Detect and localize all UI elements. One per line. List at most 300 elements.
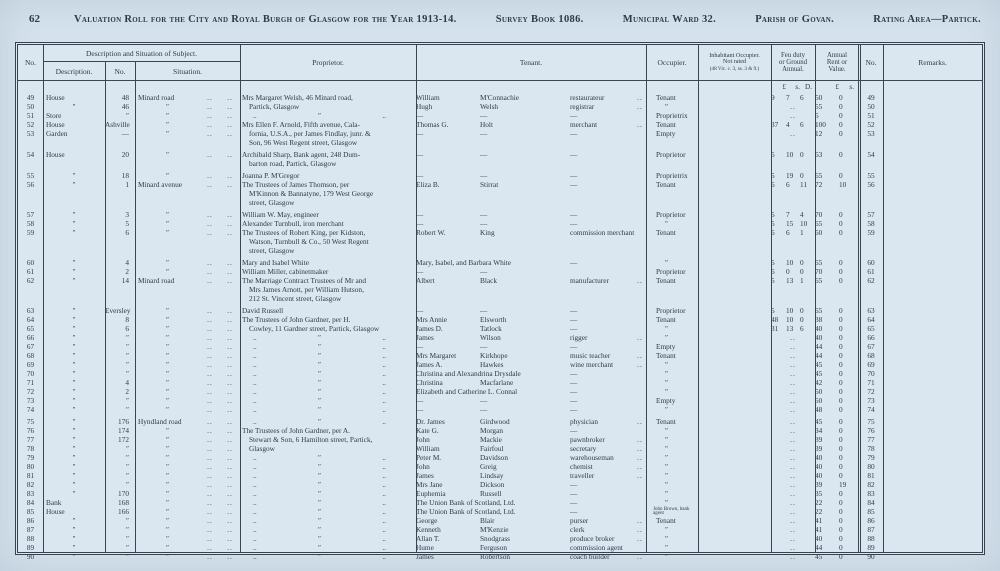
cell-tenant [416, 369, 646, 378]
rent-pounds: 22 [815, 507, 823, 516]
cell-house-no: ″ [125, 525, 129, 534]
cell-no-right [859, 294, 883, 303]
rent-shillings: 0 [839, 405, 843, 414]
situation-text: ″ [165, 405, 170, 414]
tenant-forename: James D. [416, 324, 443, 333]
ditto-dots: .. [382, 351, 386, 360]
tenant-forename [416, 294, 480, 303]
leader-dots [634, 294, 646, 303]
cell-tenant [416, 480, 646, 489]
cell-no: 86 [26, 516, 35, 525]
cell-remarks [883, 171, 982, 180]
tenant-forename: Robert W. [416, 228, 446, 237]
cell-feu-duty: .. [790, 489, 796, 498]
tenant-occupation: — [570, 180, 578, 189]
situation-text [135, 189, 200, 198]
leader-dots: .. [227, 480, 233, 489]
rent-pounds: 65 [815, 171, 823, 180]
leader-dots: .. [227, 534, 233, 543]
cell-inhabitant-occupier [698, 480, 771, 489]
leader-dots: .. [227, 435, 233, 444]
tenant-surname: Lindsay [480, 471, 504, 480]
cell-no-right: 80 [867, 462, 875, 471]
leader-dots [634, 198, 646, 207]
leader-dots: .. [227, 453, 233, 462]
rent-pounds: 44 [815, 543, 823, 552]
ditto-dots: .. [253, 516, 257, 525]
tenant-occupation: — [570, 171, 578, 180]
cell-feu-duty: .. [790, 360, 796, 369]
ditto-mark: ″ [317, 462, 322, 471]
ditto-mark: ″ [317, 507, 322, 516]
table-body [18, 92, 982, 561]
cell-description: ″ [72, 342, 76, 351]
ditto-dots: .. [253, 333, 257, 342]
cell-house-no: ″ [125, 360, 129, 369]
cell-annual-rent [815, 138, 859, 147]
cell-tenant [416, 180, 646, 189]
leader-dots [634, 237, 646, 246]
cell-no: 63 [26, 306, 35, 315]
cell-annual-rent [815, 387, 859, 396]
tenant-surname: Greig [480, 462, 497, 471]
leader-dots [634, 246, 646, 255]
cell-feu-duty: .. [790, 342, 796, 351]
feu-pence: 6 [800, 93, 804, 102]
situation-text: ″ [165, 267, 170, 276]
cell-house-no: 2 [125, 387, 129, 396]
leader-dots: .. [227, 267, 233, 276]
cell-remarks [883, 138, 982, 147]
cell-annual-rent [815, 453, 859, 462]
rent-pounds: 5 [815, 111, 819, 120]
tenant-surname: Kirkhope [480, 351, 508, 360]
cell-no-right: 65 [867, 324, 875, 333]
column-header-no-left: No. [24, 57, 37, 67]
tenant-forename: — [416, 396, 424, 405]
feu-pence: 1 [800, 276, 804, 285]
cell-no-right: 82 [867, 480, 875, 489]
tenant-occupation: commission merchant [570, 228, 635, 237]
cell-tenant [416, 210, 646, 219]
cell-no-right [859, 198, 883, 207]
cell-no: 68 [26, 351, 35, 360]
cell-tenant [416, 93, 646, 102]
ditto-dots: .. [253, 462, 257, 471]
cell-annual-rent [815, 189, 859, 198]
cell-inhabitant-occupier [698, 138, 771, 147]
cell-annual-rent [815, 120, 859, 129]
tenant-occupation: clerk [570, 525, 585, 534]
rent-pounds: 34 [815, 426, 823, 435]
cell-no: 78 [26, 444, 35, 453]
cell-occupier: ″ [665, 462, 669, 471]
cell-proprietor [240, 516, 416, 525]
ditto-dots: .. [382, 543, 386, 552]
cell-remarks [883, 246, 982, 255]
cell-feu-duty [771, 138, 815, 147]
feu-pounds: 6 [771, 180, 775, 189]
tenant-surname [480, 237, 570, 246]
cell-description: House [46, 150, 65, 159]
leader-dots: .. [207, 471, 213, 480]
cell-no: 52 [26, 120, 35, 129]
valuation-table [15, 42, 985, 561]
table-row [18, 333, 982, 342]
situation-text: ″ [165, 315, 170, 324]
feu-shillings: 10 [786, 150, 794, 159]
cell-proprietor [240, 498, 416, 507]
cell-no: 90 [26, 552, 35, 561]
table-row [18, 219, 982, 228]
cell-tenant [416, 453, 646, 462]
column-header-tenant: Tenant. [519, 57, 543, 67]
cell-feu-duty: .. [790, 396, 796, 405]
cell-house-no: 170 [118, 489, 129, 498]
cell-situation [135, 315, 240, 324]
leader-dots: .. [207, 378, 213, 387]
cell-remarks [883, 120, 982, 129]
tenant-forename: James A. [416, 360, 443, 369]
cell-tenant [416, 159, 646, 168]
cell-inhabitant-occupier [698, 189, 771, 198]
cell-inhabitant-occupier [698, 324, 771, 333]
leader-dots: .. [207, 129, 213, 138]
cell-remarks [883, 498, 982, 507]
cell-remarks [883, 294, 982, 303]
rent-pounds: 65 [815, 219, 823, 228]
feu-pence: 0 [800, 171, 804, 180]
cell-no-right: 59 [867, 228, 875, 237]
ditto-dots: .. [253, 360, 257, 369]
rent-shillings: 0 [839, 498, 843, 507]
cell-house-no: ″ [125, 516, 129, 525]
leader-dots: .. [227, 102, 233, 111]
ditto-dots: .. [382, 507, 386, 516]
cell-tenant [416, 552, 646, 561]
cell-situation [135, 120, 240, 129]
title-segment-parish: Parish of Govan. [755, 13, 835, 25]
cell-proprietor: Glasgow [249, 444, 275, 453]
cell-description: ″ [72, 219, 76, 228]
cell-occupier: Proprietor [656, 210, 686, 219]
cell-house-no: 168 [118, 498, 129, 507]
cell-description: ″ [72, 552, 76, 561]
leader-dots: .. [637, 102, 643, 111]
cell-remarks [883, 396, 982, 405]
feu-shillings: 0 [786, 267, 790, 276]
table-row [18, 324, 982, 333]
cell-tenant [416, 171, 646, 180]
leader-dots: .. [637, 417, 643, 426]
cell-remarks [883, 507, 982, 516]
leader-dots: .. [637, 351, 643, 360]
cell-occupier: ″ [665, 219, 669, 228]
cell-situation [135, 453, 240, 462]
cell-occupier [646, 285, 698, 294]
feu-shillings: 10 [786, 306, 794, 315]
cell-inhabitant-occupier [698, 396, 771, 405]
feu-pence: 0 [800, 150, 804, 159]
cell-no [18, 285, 43, 294]
table-row [18, 369, 982, 378]
situation-text: ″ [165, 453, 170, 462]
rent-pounds: 44 [815, 342, 823, 351]
cell-remarks [883, 228, 982, 237]
cell-inhabitant-occupier [698, 198, 771, 207]
cell-feu-duty [771, 228, 815, 237]
leader-dots: .. [207, 324, 213, 333]
leader-dots: .. [227, 324, 233, 333]
ditto-dots: .. [253, 552, 257, 561]
situation-text: ″ [165, 525, 170, 534]
tenant-forename: James [416, 333, 434, 342]
cell-description: ″ [72, 210, 76, 219]
cell-remarks [883, 258, 982, 267]
cell-feu-duty [771, 276, 815, 285]
leader-dots: .. [207, 552, 213, 561]
leader-dots: .. [227, 471, 233, 480]
cell-situation [135, 171, 240, 180]
cell-no: 70 [26, 369, 35, 378]
tenant-occupation: — [570, 396, 578, 405]
tenant-surname: Robertson [480, 552, 510, 561]
situation-text: Minard avenue [138, 180, 182, 189]
ditto-dots: .. [382, 552, 386, 561]
cell-annual-rent [815, 435, 859, 444]
table-row [18, 120, 982, 129]
cell-tenant [416, 525, 646, 534]
tenant-surname: Mackie [480, 435, 502, 444]
cell-house-no [105, 237, 135, 246]
ditto-dots: .. [253, 417, 257, 426]
cell-description [43, 198, 105, 207]
ditto-dots: .. [253, 453, 257, 462]
table-row [18, 159, 982, 168]
tenant-surname: M'Connachie [480, 93, 520, 102]
cell-occupier [646, 138, 698, 147]
cell-situation [135, 516, 240, 525]
tenant-occupation [570, 198, 634, 207]
table-row [18, 129, 982, 138]
cell-tenant [416, 543, 646, 552]
cell-inhabitant-occupier [698, 237, 771, 246]
tenant-occupation: — [570, 426, 578, 435]
rent-pounds: 50 [815, 93, 823, 102]
situation-text: ″ [165, 498, 170, 507]
leader-dots [634, 228, 646, 237]
tenant-surname: — [480, 150, 488, 159]
leader-dots: .. [207, 489, 213, 498]
cell-remarks [883, 387, 982, 396]
cell-feu-duty [771, 189, 815, 198]
tenant-occupation: — [570, 219, 578, 228]
cell-no-right: 60 [867, 258, 875, 267]
table-row [18, 93, 982, 102]
leader-dots [634, 159, 646, 168]
cell-annual-rent [815, 210, 859, 219]
cell-no: 66 [26, 333, 35, 342]
tenant-occupation [570, 159, 634, 168]
ditto-mark: ″ [317, 333, 322, 342]
ditto-mark: ″ [317, 396, 322, 405]
cell-annual-rent [815, 498, 859, 507]
table-row [18, 258, 982, 267]
cell-description: ″ [72, 387, 76, 396]
cell-tenant [416, 462, 646, 471]
cell-description: ″ [72, 534, 76, 543]
situation-text: ″ [165, 378, 170, 387]
cell-no: 59 [26, 228, 35, 237]
leader-dots [634, 396, 646, 405]
leader-dots: .. [207, 180, 213, 189]
cell-house-no: 176 [118, 417, 129, 426]
leader-dots: .. [207, 360, 213, 369]
cell-tenant [416, 129, 646, 138]
tenant-forename: James [416, 552, 434, 561]
cell-annual-rent [815, 324, 859, 333]
situation-text: ″ [165, 120, 170, 129]
cell-tenant [416, 258, 646, 267]
cell-situation [135, 405, 240, 414]
ditto-dots: .. [253, 351, 257, 360]
cell-proprietor [240, 387, 416, 396]
cell-remarks [883, 306, 982, 315]
cell-tenant [416, 276, 646, 285]
leader-dots: .. [207, 453, 213, 462]
tenant-occupation: rigger [570, 333, 588, 342]
cell-description: House [46, 507, 65, 516]
cell-no: 88 [26, 534, 35, 543]
tenant-occupation: merchant [570, 120, 598, 129]
leader-dots: .. [227, 516, 233, 525]
cell-no-right [859, 237, 883, 246]
cell-inhabitant-occupier [698, 498, 771, 507]
table-row [18, 285, 982, 294]
ditto-dots: .. [253, 543, 257, 552]
cell-occupier: ″ [665, 489, 669, 498]
cell-occupier [646, 198, 698, 207]
cell-occupier: ″ [665, 525, 669, 534]
cell-proprietor: street, Glasgow [249, 246, 295, 255]
tenant-occupation: — [570, 306, 578, 315]
tenant-surname: — [480, 219, 488, 228]
leader-dots: .. [637, 525, 643, 534]
cell-inhabitant-occupier [698, 387, 771, 396]
tenant-forename: — [416, 267, 424, 276]
cell-description: ″ [72, 405, 76, 414]
cell-inhabitant-occupier [698, 285, 771, 294]
cell-situation [135, 180, 240, 189]
cell-proprietor: The Trustees of Robert King, per Kidston, [242, 228, 366, 237]
leader-dots: .. [227, 417, 233, 426]
table-row [18, 210, 982, 219]
cell-situation [135, 342, 240, 351]
tenant-forename: — [416, 111, 424, 120]
leader-dots [634, 219, 646, 228]
cell-feu-duty [771, 315, 815, 324]
rent-pounds: 41 [815, 525, 823, 534]
cell-house-no: ″ [125, 453, 129, 462]
rent-shillings: 0 [839, 507, 843, 516]
cell-proprietor: Alexander Turnbull, iron merchant [242, 219, 344, 228]
leader-dots: .. [207, 534, 213, 543]
ditto-dots: .. [382, 360, 386, 369]
cell-situation [135, 210, 240, 219]
feu-pounds: 37 [771, 120, 779, 129]
cell-tenant [416, 246, 646, 255]
feu-shillings: 13 [786, 276, 794, 285]
leader-dots: .. [227, 552, 233, 561]
feu-pence: 10 [800, 219, 808, 228]
cell-situation [135, 444, 240, 453]
feu-pounds: 9 [771, 93, 775, 102]
situation-text [135, 285, 200, 294]
cell-no-right: 87 [867, 525, 875, 534]
cell-house-no [105, 246, 135, 255]
cell-no: 79 [26, 453, 35, 462]
table-row [18, 315, 982, 324]
rent-pounds: 100 [815, 120, 826, 129]
rent-shillings: 0 [839, 267, 843, 276]
cell-house-no: 3 [125, 210, 129, 219]
ditto-mark: ″ [317, 471, 322, 480]
ditto-mark: ″ [317, 378, 322, 387]
cell-tenant [416, 285, 646, 294]
tenant-surname [480, 198, 570, 207]
cell-inhabitant-occupier [698, 315, 771, 324]
leader-dots [220, 294, 240, 303]
cell-no-right: 53 [867, 129, 875, 138]
leader-dots: .. [637, 516, 643, 525]
cell-no: 69 [26, 360, 35, 369]
rent-pounds: 48 [815, 405, 823, 414]
cell-tenant [416, 351, 646, 360]
cell-house-no: ″ [125, 342, 129, 351]
leader-dots [220, 198, 240, 207]
cell-remarks [883, 111, 982, 120]
cell-description: ″ [72, 480, 76, 489]
rent-pounds: 45 [815, 360, 823, 369]
cell-occupier: Proprietor [656, 306, 686, 315]
column-header-description-group-label: Description and Situation of Subject. [43, 45, 240, 62]
cell-annual-rent [815, 171, 859, 180]
cell-occupier: ″ [665, 426, 669, 435]
cell-tenant [416, 378, 646, 387]
leader-dots: .. [227, 498, 233, 507]
ditto-dots: .. [253, 387, 257, 396]
cell-no: 51 [26, 111, 35, 120]
ditto-mark: ″ [317, 453, 322, 462]
rent-shillings: 0 [839, 387, 843, 396]
cell-no-right: 68 [867, 351, 875, 360]
cell-inhabitant-occupier [698, 246, 771, 255]
leader-dots: .. [227, 378, 233, 387]
cell-description [43, 294, 105, 303]
cell-occupier: Empty [656, 129, 676, 138]
cell-tenant [416, 396, 646, 405]
cell-situation [135, 543, 240, 552]
feu-pounds: 6 [771, 267, 775, 276]
cell-feu-duty: .. [790, 552, 796, 561]
cell-inhabitant-occupier [698, 444, 771, 453]
rent-pounds: 65 [815, 258, 823, 267]
cell-situation [135, 150, 240, 159]
cell-tenant [416, 315, 646, 324]
cell-description: ″ [72, 258, 76, 267]
cell-no: 77 [26, 435, 35, 444]
cell-annual-rent [815, 267, 859, 276]
